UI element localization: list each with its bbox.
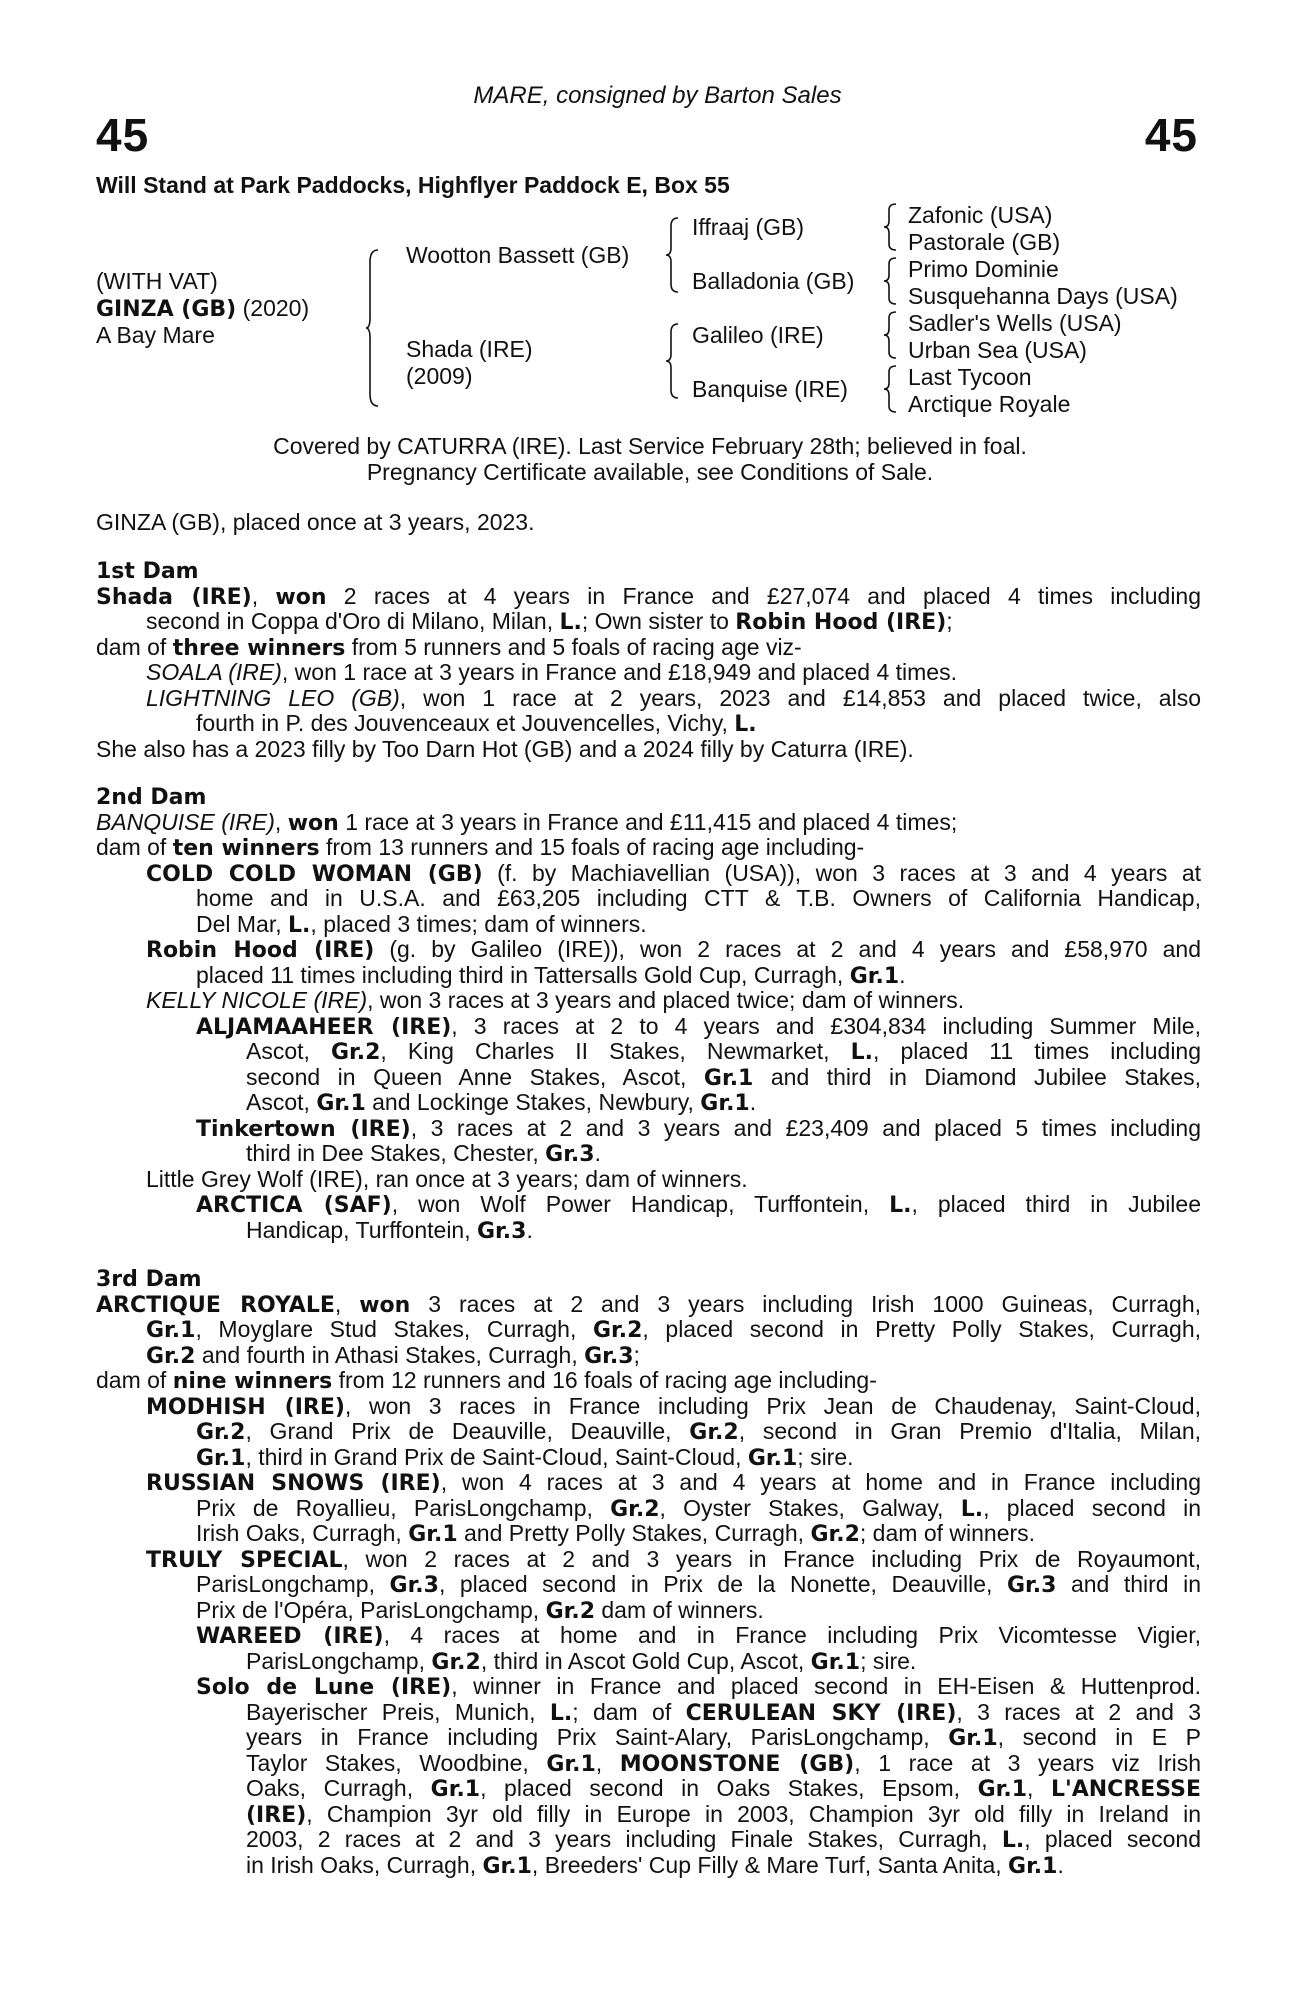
sire-sire-sire: Zafonic (USA) bbox=[908, 202, 1053, 228]
third-dam-heading: 3rd Dam bbox=[96, 1267, 202, 1292]
second-dam-grandproduce: second in Queen Anne Stakes, Ascot, Gr.1 and third in Diamond Jubilee Stakes, bbox=[246, 1064, 1202, 1091]
dam-sire: Galileo (IRE) bbox=[692, 322, 824, 348]
third-dam-produce: Irish Oaks, Curragh, Gr.1 and Pretty Polly Stakes, Curragh, Gr.2; dam of winners. bbox=[196, 1520, 1036, 1547]
second-dam-line: dam of ten winners from 13 runners and 15 foals of racing age including- bbox=[96, 834, 865, 861]
dam-dam: Banquise (IRE) bbox=[692, 376, 848, 402]
consignor-line: MARE, consigned by Barton Sales bbox=[473, 82, 842, 109]
covering-line-1: Covered by CATURRA (IRE). Last Service February 28th; believed in foal. bbox=[273, 433, 1027, 459]
third-dam-grandproduce: Taylor Stakes, Woodbine, Gr.1, MOONSTONE (GB), 1 race at 3 years viz Irish bbox=[246, 1750, 1201, 1777]
second-dam-line: BANQUISE (IRE), won 1 race at 3 years in France and £11,415 and placed 4 times; bbox=[96, 809, 958, 836]
second-dam-grandproduce: Tinkertown (IRE), 3 races at 2 and 3 years and £23,409 and placed 5 times including bbox=[196, 1115, 1202, 1142]
lot-number-right: 45 bbox=[1144, 109, 1198, 161]
third-dam-produce: Gr.2, Grand Prix de Deauville, Deauville, Gr.2, second in Gran Premio d'Italia, Milan, bbox=[196, 1418, 1202, 1445]
third-dam-produce: Prix de l'Opéra, ParisLongchamp, Gr.2 dam of winners. bbox=[196, 1597, 764, 1624]
sire: Wootton Bassett (GB) bbox=[406, 242, 630, 268]
second-dam-grandproduce: third in Dee Stakes, Chester, Gr.3. bbox=[246, 1140, 601, 1167]
second-dam-grandproduce: ARCTICA (SAF), won Wolf Power Handicap, Turffontein, L., placed third in Jubilee bbox=[196, 1191, 1202, 1218]
third-dam-grandproduce: ParisLongchamp, Gr.2, third in Ascot Gold Cup, Ascot, Gr.1; sire. bbox=[246, 1648, 917, 1675]
second-dam-produce: Little Grey Wolf (IRE), ran once at 3 years; dam of winners. bbox=[146, 1166, 748, 1192]
race-summary: GINZA (GB), placed once at 3 years, 2023. bbox=[96, 509, 535, 535]
covering-line-2: Pregnancy Certificate available, see Conditions of Sale. bbox=[366, 459, 934, 485]
first-dam-note: She also has a 2023 filly by Too Darn Hot (GB) and a 2024 filly by Caturra (IRE). bbox=[96, 736, 914, 762]
second-dam-produce: placed 11 times including third in Tattersalls Gold Cup, Curragh, Gr.1. bbox=[196, 962, 906, 989]
third-dam-grandproduce: Solo de Lune (IRE), winner in France and placed second in EH-Eisen & Huttenprod. bbox=[196, 1673, 1201, 1700]
second-dam-grandproduce: Ascot, Gr.2, King Charles II Stakes, Newmarket, L., placed 11 times including bbox=[246, 1038, 1202, 1065]
third-dam-grandproduce: Bayerischer Preis, Munich, L.; dam of CERULEAN SKY (IRE), 3 races at 2 and 3 bbox=[246, 1699, 1202, 1726]
second-dam-grandproduce: Handicap, Turffontein, Gr.3. bbox=[246, 1217, 533, 1244]
dam-sire-sire: Sadler's Wells (USA) bbox=[908, 310, 1122, 336]
third-dam-grandproduce: 2003, 2 races at 2 and 3 years including Finale Stakes, Curragh, L., placed second bbox=[246, 1826, 1201, 1853]
third-dam-grandproduce: Oaks, Curragh, Gr.1, placed second in Oaks Stakes, Epsom, Gr.1, L'ANCRESSE bbox=[246, 1775, 1202, 1802]
third-dam-line: Gr.2 and fourth in Athasi Stakes, Curragh, Gr.3; bbox=[146, 1342, 640, 1369]
third-dam-produce: Prix de Royallieu, ParisLongchamp, Gr.2, Oyster Stakes, Galway, L., placed second in bbox=[196, 1495, 1202, 1522]
catalogue-body bbox=[96, 0, 1201, 2000]
first-dam-heading: 1st Dam bbox=[96, 559, 199, 584]
second-dam-produce: home and in U.S.A. and £63,205 including CTT & T.B. Owners of California Handicap, bbox=[196, 885, 1201, 911]
first-dam-line: second in Coppa d'Oro di Milano, Milan, L.; Own sister to Robin Hood (IRE); bbox=[146, 608, 953, 635]
third-dam-grandproduce: (IRE), Champion 3yr old filly in Europe in 2003, Champion 3yr old filly in Ireland in bbox=[246, 1801, 1201, 1828]
sire-sire-dam: Pastorale (GB) bbox=[908, 229, 1061, 255]
third-dam-grandproduce: WAREED (IRE), 4 races at home and in France including Prix Vicomtesse Vigier, bbox=[196, 1622, 1201, 1649]
first-dam-line: dam of three winners from 5 runners and 5 foals of racing age viz- bbox=[96, 634, 802, 661]
second-dam-produce: COLD COLD WOMAN (GB) (f. by Machiavellian (USA)), won 3 races at 3 and 4 years at bbox=[146, 860, 1202, 887]
third-dam-produce: RUSSIAN SNOWS (IRE), won 4 races at 3 and 4 years at home and in France including bbox=[146, 1469, 1201, 1496]
dam: Shada (IRE) bbox=[406, 336, 533, 362]
third-dam-produce: MODHISH (IRE), won 3 races in France including Prix Jean de Chaudenay, Saint-Cloud, bbox=[146, 1393, 1201, 1420]
dam-sire-dam: Urban Sea (USA) bbox=[908, 337, 1087, 363]
sire-dam-sire: Primo Dominie bbox=[908, 256, 1059, 282]
third-dam-line: dam of nine winners from 12 runners and 16 foals of racing age including- bbox=[96, 1367, 877, 1394]
first-dam-produce: fourth in P. des Jouvenceaux et Jouvencelles, Vichy, L. bbox=[196, 710, 757, 737]
first-dam-line: Shada (IRE), won 2 races at 4 years in France and £27,074 and placed 4 times including bbox=[96, 583, 1202, 610]
horse-name: GINZA (GB) bbox=[96, 297, 237, 322]
horse-description: A Bay Mare bbox=[96, 322, 215, 348]
second-dam-produce: Del Mar, L., placed 3 times; dam of winners. bbox=[196, 911, 647, 938]
dam-dam-sire: Last Tycoon bbox=[908, 364, 1032, 390]
first-dam-produce: LIGHTNING LEO (GB), won 1 race at 2 years, 2023 and £14,853 and placed twice, also bbox=[146, 685, 1201, 711]
second-dam-produce: Robin Hood (IRE) (g. by Galileo (IRE)), won 2 races at 2 and 4 years and £58,970 and bbox=[146, 936, 1201, 963]
lot-number-left: 45 bbox=[96, 109, 150, 161]
second-dam-heading: 2nd Dam bbox=[96, 785, 207, 810]
first-dam-produce: SOALA (IRE), won 1 race at 3 years in France and £18,949 and placed 4 times. bbox=[146, 659, 957, 685]
sire-dam-dam: Susquehanna Days (USA) bbox=[908, 283, 1178, 309]
vat-note: (WITH VAT) bbox=[96, 268, 218, 294]
sire-dam: Balladonia (GB) bbox=[692, 268, 855, 294]
second-dam-produce: KELLY NICOLE (IRE), won 3 races at 3 years and placed twice; dam of winners. bbox=[146, 987, 965, 1013]
third-dam-produce: Gr.1, third in Grand Prix de Saint-Cloud, Saint-Cloud, Gr.1; sire. bbox=[196, 1444, 854, 1471]
stand-location: Will Stand at Park Paddocks, Highflyer Paddock E, Box 55 bbox=[96, 172, 730, 198]
third-dam-produce: TRULY SPECIAL, won 2 races at 2 and 3 years in France including Prix de Royaumont, bbox=[146, 1546, 1201, 1573]
third-dam-grandproduce: years in France including Prix Saint-Alary, ParisLongchamp, Gr.1, second in E P bbox=[246, 1724, 1202, 1751]
third-dam-line: Gr.1, Moyglare Stud Stakes, Curragh, Gr.2, placed second in Pretty Polly Stakes, Curragh, bbox=[146, 1316, 1201, 1343]
dam-dam-dam: Arctique Royale bbox=[908, 391, 1071, 417]
horse-year: (2020) bbox=[242, 295, 310, 321]
third-dam-grandproduce: in Irish Oaks, Curragh, Gr.1, Breeders' Cup Filly & Mare Turf, Santa Anita, Gr.1. bbox=[246, 1852, 1064, 1879]
dam-year: (2009) bbox=[406, 363, 473, 389]
third-dam-produce: ParisLongchamp, Gr.3, placed second in Prix de la Nonette, Deauville, Gr.3 and third in bbox=[196, 1571, 1202, 1598]
second-dam-grandproduce: Ascot, Gr.1 and Lockinge Stakes, Newbury, Gr.1. bbox=[246, 1089, 757, 1116]
sire-sire: Iffraaj (GB) bbox=[692, 214, 805, 240]
third-dam-line: ARCTIQUE ROYALE, won 3 races at 2 and 3 years including Irish 1000 Guineas, Curragh, bbox=[96, 1291, 1202, 1318]
second-dam-grandproduce: ALJAMAAHEER (IRE), 3 races at 2 to 4 years and £304,834 including Summer Mile, bbox=[196, 1013, 1201, 1040]
